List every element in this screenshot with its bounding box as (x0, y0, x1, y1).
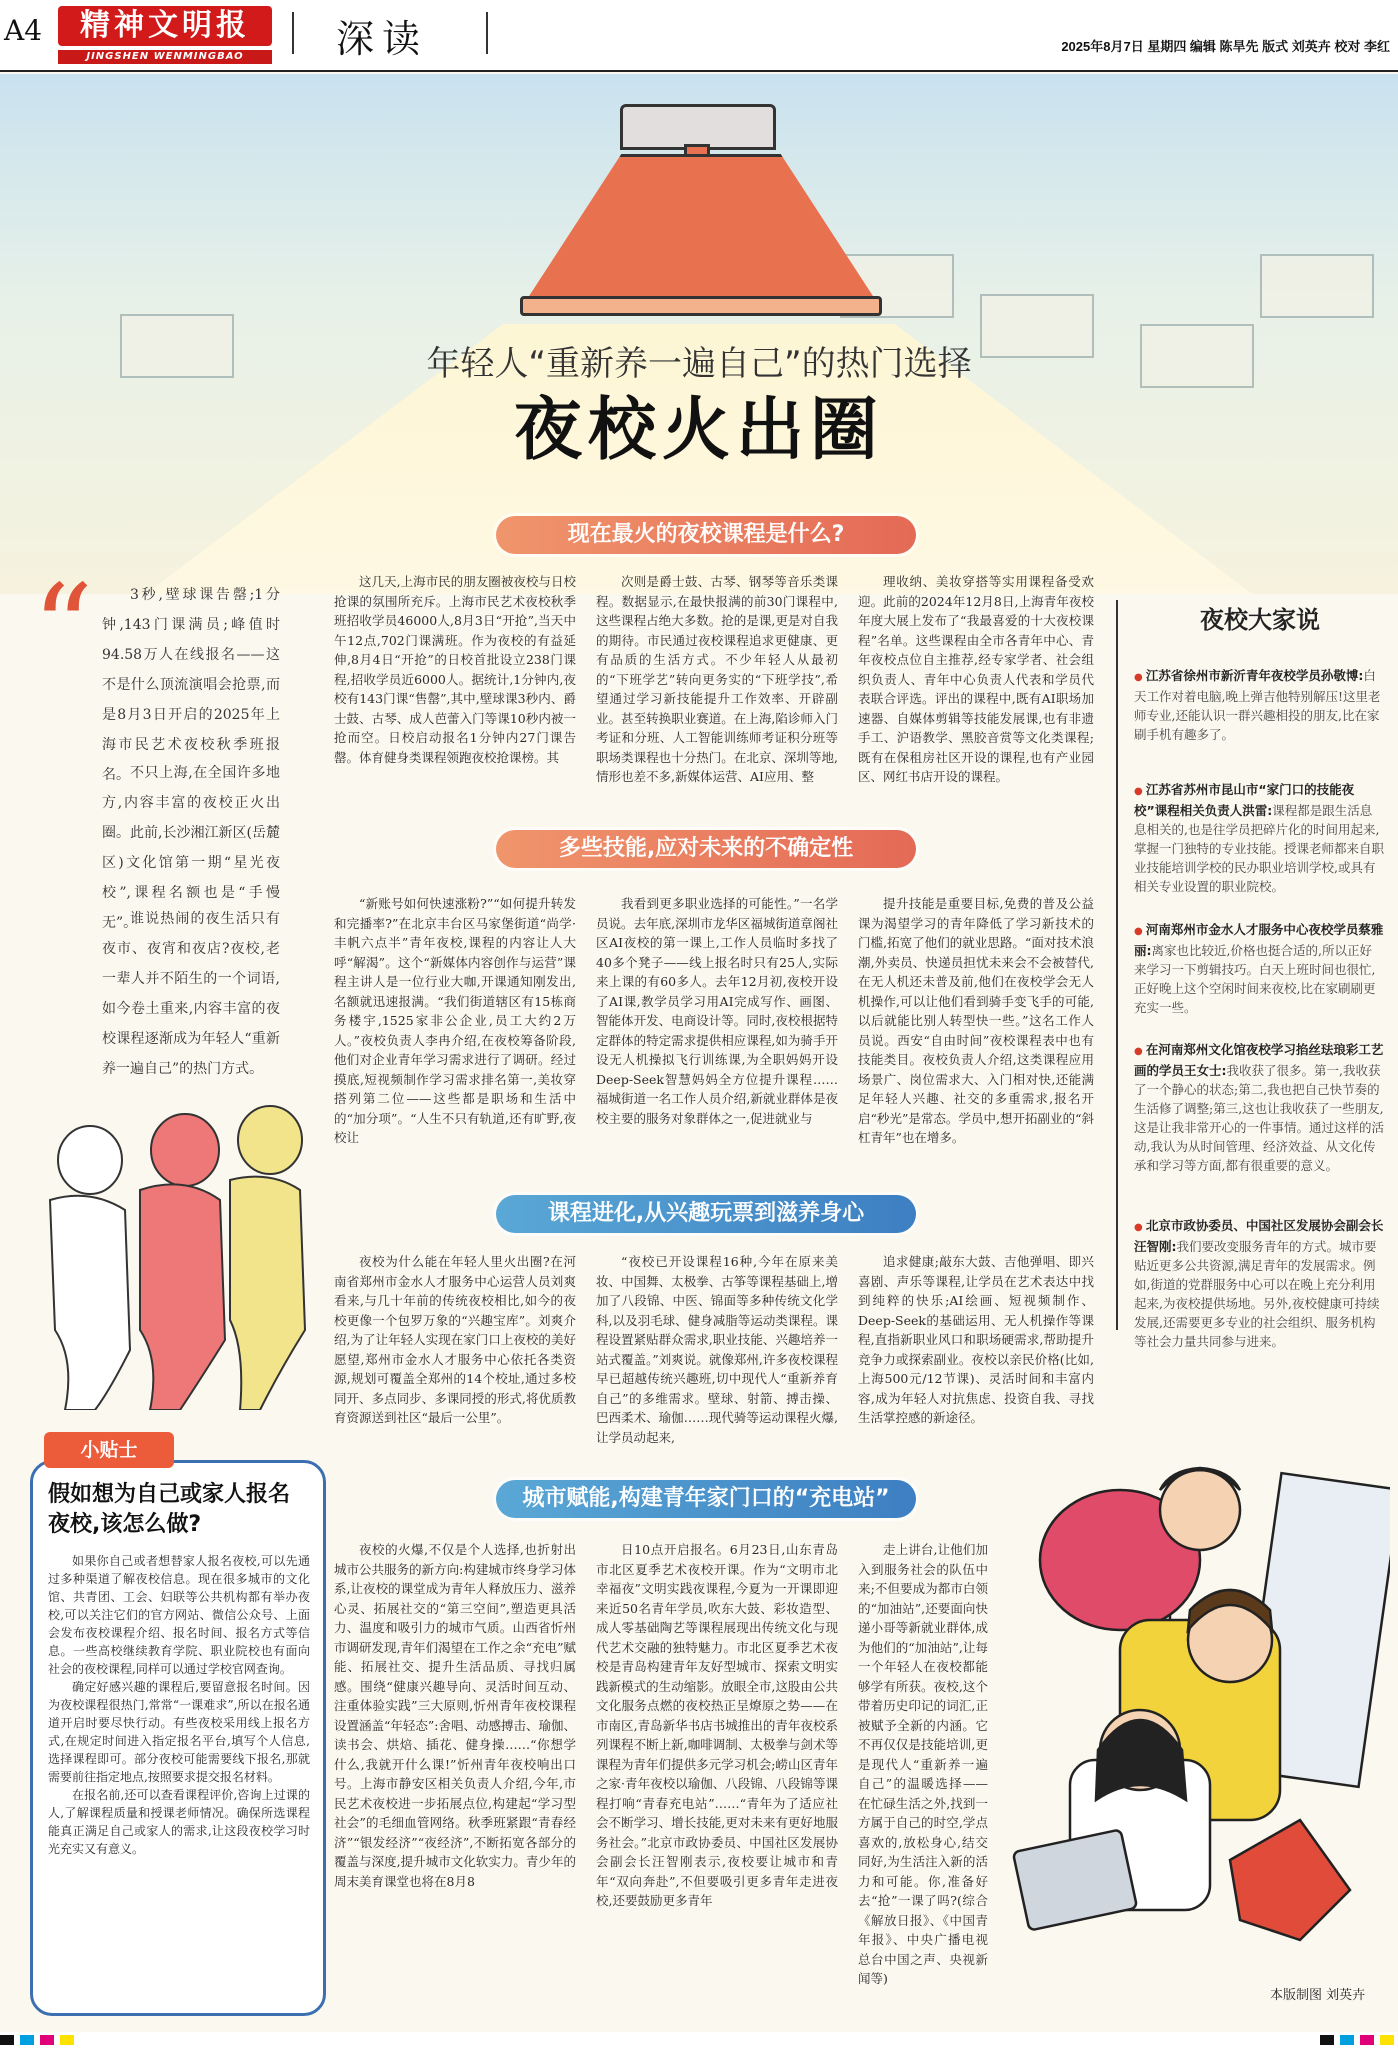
tip-paragraph: 确定好感兴趣的课程后,要留意报名时间。因为夜校课程很热门,常常“一课难求”,所以在报名通道开启时要尽快行动。有些夜校采用线上报名方式,在规定时间进入指定报名平台,填写个人信息,选择课程即可。部分夜校可能需要线下报名,那就需要前往指定地点,按照要求提交报名材料。 (48, 1680, 310, 1784)
section-banner: 课程进化,从兴趣玩票到滋养身心 (496, 1195, 916, 1233)
intro-paragraph: 不只上海,在全国许多地方,内容丰富的夜校正火出圈。此前,长沙湘江新区(岳麓区)文化馆第一期“星光夜校”,课程名额也是“手慢无”。 (102, 765, 280, 931)
headline-title: 夜校火出圈 (513, 391, 884, 470)
color-swatch (1340, 2035, 1354, 2045)
article-paragraph: 夜校的火爆,不仅是个人选择,也折射出城市公共服务的新方向:构建城市终身学习体系,让夜校的课堂成为青年人释放压力、滋养心灵、拓展社交的“第三空间”,塑造更具活力、温度和吸引力的城市气质。山西省忻州市调研发现,青年们渴望在工作之余“充电”赋能、拓展社交、提升生活品质、寻找归属感。围绕“健康兴趣导向、灵活时间互动、注重体验实践”三大原则,忻州青年夜校课程设置涵盖“年轻态”:舍唱、动感搏击、瑜伽、读书会、烘焙、插花、健身操……“你想学什么,我就开什么课!”忻州青年夜校响出口号。上海市静安区相关负责人介绍,今年,市民艺术夜校进一步拓展点位,构建起“学习型社会”的毛细血管网络。秋季班紧跟“青春经济”“银发经济”“夜经济”,不断拓宽各部分的覆盖与深度,提升城市文化软实力。青少年的周末美育课堂也将在8月8 (334, 1542, 576, 1889)
lamp-rim (520, 296, 882, 316)
masthead-pinyin: JINGSHEN WENMINGBAO (58, 50, 272, 64)
article-paragraph: 夜校为什么能在年轻人里火出圈?在河南省郑州市金水人才服务中心运营人员刘爽看来,与几十年前的传统夜校相比,如今的夜校更像一个包罗万象的“兴趣宝库”。刘爽介绍,为了让年轻人实现在家门口上夜校的美好愿望,郑州市金水人才服务中心依托各类资源,规划可覆盖全郑州的14个校址,通过多校同开、多点同步、多课同授的形式,将优质教育资源送到社区“最后一公里”。 (334, 1254, 576, 1425)
section-banner: 多些技能,应对未来的不确定性 (496, 830, 916, 868)
speaker-name: 江苏省徐州市新沂青年夜校学员孙敬博: (1145, 668, 1364, 683)
article-paragraph: 走上讲台,让他们加入到服务社会的队伍中来;不但要成为都市白领的“加油站”,还要面向快递小哥等新就业群体,成为他们的“加油站”,让每一个年轻人在夜校都能够学有所获。夜校,这个带着历史印记的词汇,正被赋予全新的内涵。它不再仅仅是技能培训,更是现代人“重新养一遍自己”的温暖选择——在忙碌生活之外,找到一方属于自己的时空,学点喜欢的,放松身心,结交同好,为生活注入新的活力和可能。你,准备好去“抢”一课了吗?(综合《解放日报》、《中国青年报》、中央广播电视总台中国之声、央视新闻等) (858, 1542, 988, 1986)
section-banner: 城市赋能,构建青年家门口的“充电站” (496, 1480, 916, 1518)
page-number: A4 (4, 14, 43, 47)
desk-illustration (1260, 254, 1374, 318)
sidebar-quote (1134, 1040, 1384, 1175)
sidebar-divider (1116, 600, 1118, 1330)
tip-tag: 小贴士 (44, 1432, 174, 1468)
color-swatch (1360, 2035, 1374, 2045)
quote-mark-icon: “ (32, 560, 94, 699)
article-paragraph: 我看到更多职业选择的可能性。”一名学员说。去年底,深圳市龙华区福城街道章阁社区AI夜校的第一课上,工作人员临时多找了40多个凳子——线上报名时只有25人,实际来上课的有60多人。去年12月初,夜校开设了AI课,教学员学习用AI完成写作、画图、智能体开发、电商设计等。同时,夜校根据特定群体的特定需求提供相应课程,如为骑手开设无人机操拟飞行训练课,为全职妈妈开设Deep-Seek智慧妈妈全方位提升课程……福城街道一名工作人员介绍,新就业群体是夜校主要的服务对象群体之一,促进就业与 (596, 896, 838, 1126)
speaker-name: 河南郑州市金水人才服务中心夜校学员蔡雅丽: (1134, 922, 1384, 958)
graphic-credit: 本版制图 刘英卉 (1270, 1988, 1366, 2003)
intro-text (102, 890, 280, 1098)
header-divider (292, 12, 294, 54)
speaker-quote: 我们要改变服务青年的方式。城市要贴近更多公共资源,满足青年的发展需求。例如,街道的党群服务中心可以在晚上充分利用起来,为夜校提供场地。另外,夜校健康可持续发展,还需要更多专业的社会组织、服务机构等社会力量共同参与进来。 (1134, 1239, 1380, 1349)
article-paragraph: 理收纳、美妆穿搭等实用课程备受欢迎。此前的2024年12月8日,上海青年夜校年度大展上发布了“我最喜爱的十大夜校课程”名单。这些课程由全市各青年中心、青年夜校点位自主推荐,经专家学者、社会组织负责人、青年中心负责人代表和学员代表联合评选。评出的课程中,既有AI职场加速器、自媒体剪辑等技能发展课,也有非遗手工、沪语教学、黑胶音赏等文化类课程;既有在保租房社区开设的课程,也有产业园区、网红书店开设的课程。 (858, 574, 1094, 784)
tip-paragraph: 在报名前,还可以查看课程评价,咨询上过课的人,了解课程质量和授课老师情况。确保所选课程能真正满足自己或家人的需求,让这段夜校学习时光充实又有意义。 (48, 1788, 310, 1856)
color-swatch (1380, 2035, 1394, 2045)
masthead-logo: 精神文明报 (58, 6, 272, 46)
article-paragraph: “新账号如何快速涨粉?”“如何提升转发和完播率?”在北京丰台区马家堡街道“尚学·丰帆六点半”青年夜校,课程的内容让人大呼“解渴”。这个“新媒体内容创作与运营”课程主讲人是一位行业大咖,开课通知刚发出,名额就迅速报满。“我们街道辖区有15栋商务楼宇,1525家非公企业,员工大约2万人。”夜校负责人李冉介绍,在夜校筹备阶段,他们对企业青年学习需求进行了调研。经过摸底,短视频制作学习需求排名第一,美妆穿搭列第二位——这些都是职场和生活中的“加分项”。“人生不只有轨道,还有旷野,夜校让 (334, 896, 576, 1145)
color-swatch (1320, 2035, 1334, 2045)
cartoon-illustration (1000, 1420, 1390, 1990)
section-banner: 现在最火的夜校课程是什么? (496, 516, 916, 554)
people-illustration (30, 1070, 320, 1410)
lamp-shade-icon (520, 154, 882, 310)
sidebar-quote (1134, 920, 1384, 1017)
speaker-quote: 我收获了很多。第一,我收获了一个静心的状态;第二,我也把自己快节奏的生活修了调整;第三,这也让我收获了一些朋友,这是让我非常开心的一件事情。通过这样的活动,我认为从时间管理、经济效益、从文化传承和学习等方面,都有很重要的意义。 (1134, 1063, 1385, 1173)
bullet-icon: ● (1134, 786, 1146, 797)
article-paragraph: 日10点开启报名。6月23日,山东青岛市北区夏季艺术夜校开课。作为“文明市北幸福夜”文明实践夜课程,今夏为一开课即迎来近50名青年学员,吹东大鼓、彩妆造型、成人零基础陶艺等课程展现出传统文化与现代艺术交融的独特魅力。市北区夏季艺术夜校是青岛构建青年友好型城市、探索文明实践新模式的生动缩影。放眼全市,这股由公共文化服务点燃的夜校热正呈燎原之势——在市南区,青岛新华书店书城推出的青年夜校系列课程不断上新,咖啡调制、太极拳与剑术等课程为青年们提供多元学习机会;崂山区青年之家·青年夜校以瑜伽、八段锦、八段锦等课程打响“青春充电站”……“青年为了适应社会不断学习、增长技能,更对未来有更好地服务社会。”北京市政协委员、中国社区发展协会副会长汪智刚表示,夜校要让城市和青年“双向奔赴”,不但要吸引更多青年走进夜校,还要鼓励更多青年 (596, 1542, 838, 1908)
article-column (596, 894, 838, 1174)
article-paragraph: 追求健康;敲东大鼓、吉他弹唱、即兴喜剧、声乐等课程,让学员在艺术表达中找到纯粹的快乐;AI绘画、短视频制作、Deep-Seek的基础运用、无人机操作等课程,直指新职业风口和职场硬需求,帮助提升竞争力或探索副业。夜校以亲民价格(比如,上海500元/12节课)、灵活时间和丰富内容,成为年轻人对抗焦虑、投资自我、寻找生活掌控感的新途径。 (858, 1254, 1094, 1425)
bullet-icon: ● (1134, 672, 1146, 683)
sidebar-quote (1134, 666, 1384, 744)
article-column (334, 572, 576, 812)
print-color-bar (0, 2032, 1398, 2048)
intro-paragraph: 谁说热闹的夜生活只有夜市、夜宵和夜店?夜校,老一辈人并不陌生的一个词语,如今卷土重来,内容丰富的夜校课程逐渐成为年轻人“重新养一遍自己”的热门方式。 (102, 911, 280, 1077)
speaker-name: 江苏省苏州市昆山市“家门口的技能夜校”课程相关负责人洪雷: (1134, 782, 1355, 818)
intro-paragraph: 3秒,壁球课告罄;1分钟,143门课满员;峰值时94.58万人在线报名——这不是什么顶流演唱会抢票,而是8月3日开启的2025年上海市民艺术夜校秋季班报名。 (102, 587, 280, 783)
color-swatch (20, 2035, 34, 2045)
article-column (334, 1252, 576, 1462)
article-column (596, 572, 838, 812)
article-column (334, 894, 576, 1174)
speaker-name: 在河南郑州文化馆夜校学习掐丝珐琅彩工艺画的学员王女士: (1134, 1042, 1384, 1078)
speaker-quote: 离家也比较近,价格也挺合适的,所以正好来学习一下剪辑技巧。白天上班时间也很忙,正好晚上这个空闲时间来夜校,比在家刷刷更充实一些。 (1134, 943, 1376, 1015)
color-swatch (40, 2035, 54, 2045)
bullet-icon: ● (1134, 1222, 1146, 1233)
article-column (858, 572, 1094, 812)
article-column (596, 1540, 838, 1996)
section-label: 深读 (336, 17, 429, 61)
bullet-icon: ● (1134, 1046, 1146, 1057)
speaker-quote: 课程都是跟生活息息相关的,也是往学员把碎片化的时间用起来,掌握一门独特的专业技能。授课老师都来自职业技能培训学校的民办职业培训学校,或具有相关专业设置的职业院校。 (1134, 803, 1385, 894)
bullet-icon: ● (1134, 926, 1146, 937)
dateline: 2025年8月7日 星期四 编辑 陈旱先 版式 刘英卉 校对 李红 (1061, 39, 1390, 54)
tip-paragraph: 如果你自己或者想替家人报名夜校,可以先通过多种渠道了解夜校信息。现在很多城市的文化馆、共青团、工会、妇联等公共机构都有举办夜校,可以关注它们的官方网站、微信公众号、上面会发布夜校课程介绍、报名时间、报名方式等信息。一些高校继续教育学院、职业院校也有面向社会的夜校课程,同样可以通过学校官网查询。 (48, 1554, 310, 1676)
speaker-name: 北京市政协委员、中国社区发展协会副会长汪智刚: (1134, 1218, 1384, 1254)
speaker-quote: 白天工作对着电脑,晚上弹吉他特别解压!这里老师专业,还能认识一群兴趣相投的朋友,比在家刷手机有趣多了。 (1134, 668, 1381, 742)
headline-subtitle: 年轻人“重新养一遍自己”的热门选择 (426, 344, 972, 384)
tip-body (48, 1552, 310, 2002)
article-paragraph: “夜校已开设课程16种,今年在原来美妆、中国舞、太极拳、古筝等课程基础上,增加了八段锦、中医、锦面等多种传统文化学科,以及羽毛球、健身减脂等运动类课程。课程设置紧贴群众需求,职业技能、兴趣培养一站式覆盖。”刘爽说。就像郑州,许多夜校课程早已超越传统兴趣班,切中现代人“重新养育自己”的多维需求。壁球、射箭、搏击操、巴西柔术、瑜伽……现代骑等运动课程火爆,让学员动起来, (596, 1254, 838, 1445)
color-swatch (60, 2035, 74, 2045)
header-divider (486, 12, 488, 54)
sidebar-title: 夜校大家说 (1200, 605, 1320, 634)
article-paragraph: 这几天,上海市民的朋友圈被夜校与日校抢课的氛围所充斥。上海市民艺术夜校秋季班招收学员46000人,8月3日“开抢”,当天中午12点,702门课满班。作为夜校的有益延伸,8月4日“开抢”的日校首批设立238门课程,招收学员近6000人。据统计,1分钟内,夜校有143门课“售罄”,其中,壁球课3秒内、爵士鼓、古琴、成人芭蕾入门等课10秒内被一抢而空。日校启动报名1分钟内27门课告罄。体育健身类课程领跑夜校抢课榜。其 (334, 574, 576, 765)
article-paragraph: 提升技能是重要目标,免费的普及公益课为渴望学习的青年降低了学习新技术的门槛,拓宽了他们的就业思路。“面对技术浪潮,外卖员、快递员担忧未来会不会被替代,在无人机还未普及前,他们在夜校学会无人机操作,可以让他们看到骑手变飞手的可能,以后就能比别人转型快一些。”这名工作人员说。西安“自由时间”夜校课程表中也有技能类目。夜校负责人介绍,这类课程应用场景广、岗位需求大、入门相对快,还能满足年轻人兴趣、社交的多重需求,报名开启“秒光”是常态。学员中,想开拓副业的“斜杠青年”也在增多。 (858, 896, 1094, 1145)
article-column (334, 1540, 576, 1996)
article-column (858, 1540, 988, 1996)
article-paragraph: 次则是爵士鼓、古琴、钢琴等音乐类课程。数据显示,在最快报满的前30门课程中,这些课程占绝大多数。抢的是课,更是对自我的期待。市民通过夜校课程追求更健康、更有品质的生活方式。不少年轻人从最初的“下班学艺”转向更务实的“下班学技”,希望通过学习新技能提升工作效率、开辟副业。甚至转换职业赛道。在上海,陷诊师入门考证和分班、人工智能训练师考证积分班等职场类课程也十分热门。在北京、深圳等地,情形也差不多,新媒体运营、AI应用、整 (596, 574, 838, 784)
article-column (596, 1252, 838, 1462)
tip-headline: 假如想为自己或家人报名夜校,该怎么做? (48, 1482, 291, 1537)
color-swatch (0, 2035, 14, 2045)
article-column (858, 894, 1094, 1174)
sidebar-quote (1134, 780, 1384, 896)
header-rule (0, 70, 1398, 72)
sidebar-quote (1134, 1216, 1384, 1351)
